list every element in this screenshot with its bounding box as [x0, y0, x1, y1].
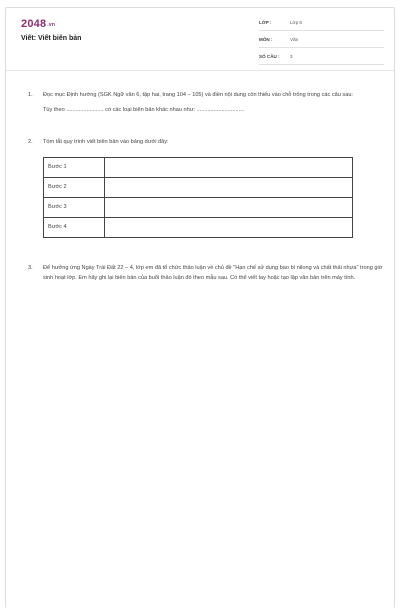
question-3 [28, 263, 386, 284]
step-label-cell: Bước 2 [44, 177, 105, 197]
meta-row-class [259, 20, 384, 31]
question-number: 2. [28, 139, 33, 145]
worksheet-content [28, 90, 386, 284]
step-label-cell: Bước 1 [44, 157, 105, 177]
meta-label-question-count: SỐ CÂU : [259, 54, 280, 59]
step-label-cell: Bước 4 [44, 217, 105, 237]
meta-value-subject: Văn [290, 37, 299, 42]
table-row [44, 157, 353, 177]
question-text: Tóm tắt quy trình viết biên bản vào bảng dưới đây: [43, 139, 169, 145]
question-2 [28, 137, 386, 238]
steps-table [43, 157, 353, 238]
meta-row-subject [259, 37, 384, 48]
table-row [44, 177, 353, 197]
worksheet-page [5, 7, 395, 608]
step-answer-cell[interactable] [105, 177, 353, 197]
meta-label-subject: MÔN : [259, 37, 273, 42]
step-answer-cell[interactable] [105, 217, 353, 237]
question-text: Đọc mục Định hướng (SGK Ngữ văn 6, tập hai, trang 104 – 105) và điền nội dung còn thiếu vào chỗ trống trong các câu sau: [43, 92, 353, 98]
table-row [44, 217, 353, 237]
site-logo[interactable] [21, 18, 55, 30]
question-number: 3. [28, 264, 33, 271]
meta-value-question-count: 3 [290, 54, 293, 59]
fill-in-blank-line: Tùy theo ........................ có các loại biên bản khác nhau như: ............................... [43, 106, 245, 113]
document-title: Viết: Viết biên bản [21, 35, 82, 42]
meta-value-class: Lớp 6 [290, 20, 302, 25]
step-answer-cell[interactable] [105, 197, 353, 217]
question-1 [28, 90, 386, 115]
meta-row-question-count [259, 54, 384, 65]
meta-label-class: LỚP : [259, 20, 272, 25]
step-label-cell: Bước 3 [44, 197, 105, 217]
worksheet-header [6, 8, 394, 71]
logo-main-text: 2048 [21, 18, 47, 30]
question-number: 1. [28, 92, 33, 98]
table-row [44, 197, 353, 217]
logo-suffix-text: .vn [47, 22, 56, 28]
worksheet-meta [259, 20, 384, 71]
question-text: Để hưởng ứng Ngày Trái Đất 22 – 4, lớp em đã tổ chức thảo luận về chủ đề "Hạn chế sử dụng bao bì nilong và chất thải nhựa" trong giờ sinh hoạt lớp. Em hãy ghi lại biên bản của buổi thảo luận đó theo mẫu sau. Có thể viết tay hoặc tạo lập văn bản trên máy tính. [43, 264, 383, 281]
step-answer-cell[interactable] [105, 157, 353, 177]
